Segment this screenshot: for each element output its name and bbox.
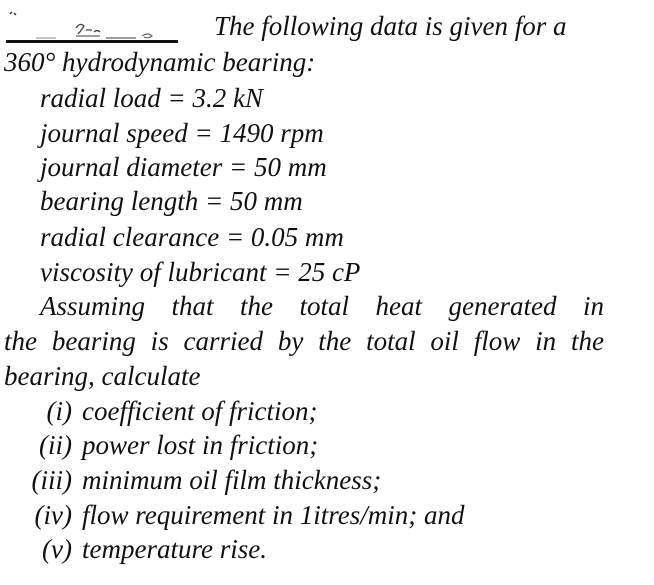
question-text: temperature rise. xyxy=(82,534,267,564)
question-item xyxy=(14,395,317,427)
data-item-radial-load: radial load = 3.2 kN xyxy=(40,83,263,113)
header-underline xyxy=(6,40,178,43)
question-item xyxy=(14,429,318,461)
question-number: (v) xyxy=(42,534,72,564)
question-item xyxy=(14,533,267,565)
data-item-bearing-length: bearing length = 50 mm xyxy=(40,186,303,216)
data-item-journal-diameter: journal diameter = 50 mm xyxy=(40,152,327,182)
data-item-radial-clearance: radial clearance = 0.05 mm xyxy=(40,222,344,252)
question-item xyxy=(14,464,381,496)
question-text: minimum oil film thickness; xyxy=(82,465,382,495)
data-item-journal-speed: journal speed = 1490 rpm xyxy=(40,118,324,148)
question-number: (iv) xyxy=(34,500,72,530)
assumption-line-3: bearing, calculate xyxy=(4,361,201,391)
question-text: power lost in friction; xyxy=(82,430,319,460)
question-text: coefficient of friction; xyxy=(82,396,318,426)
question-number: (ii) xyxy=(39,430,72,460)
question-item xyxy=(14,499,464,531)
intro-line-2: 360° hydrodynamic bearing: xyxy=(4,47,316,77)
question-text: flow requirement in 1itres/min; and xyxy=(82,500,465,530)
question-number: (i) xyxy=(46,396,72,426)
intro-line-1: The following data is given for a xyxy=(214,11,567,41)
data-item-viscosity: viscosity of lubricant = 25 cP xyxy=(40,257,361,287)
question-number: (iii) xyxy=(31,465,72,495)
assumption-line-1: Assuming that the total heat generated in xyxy=(40,291,604,321)
assumption-line-2: the bearing is carried by the total oil flow in the xyxy=(4,326,604,356)
